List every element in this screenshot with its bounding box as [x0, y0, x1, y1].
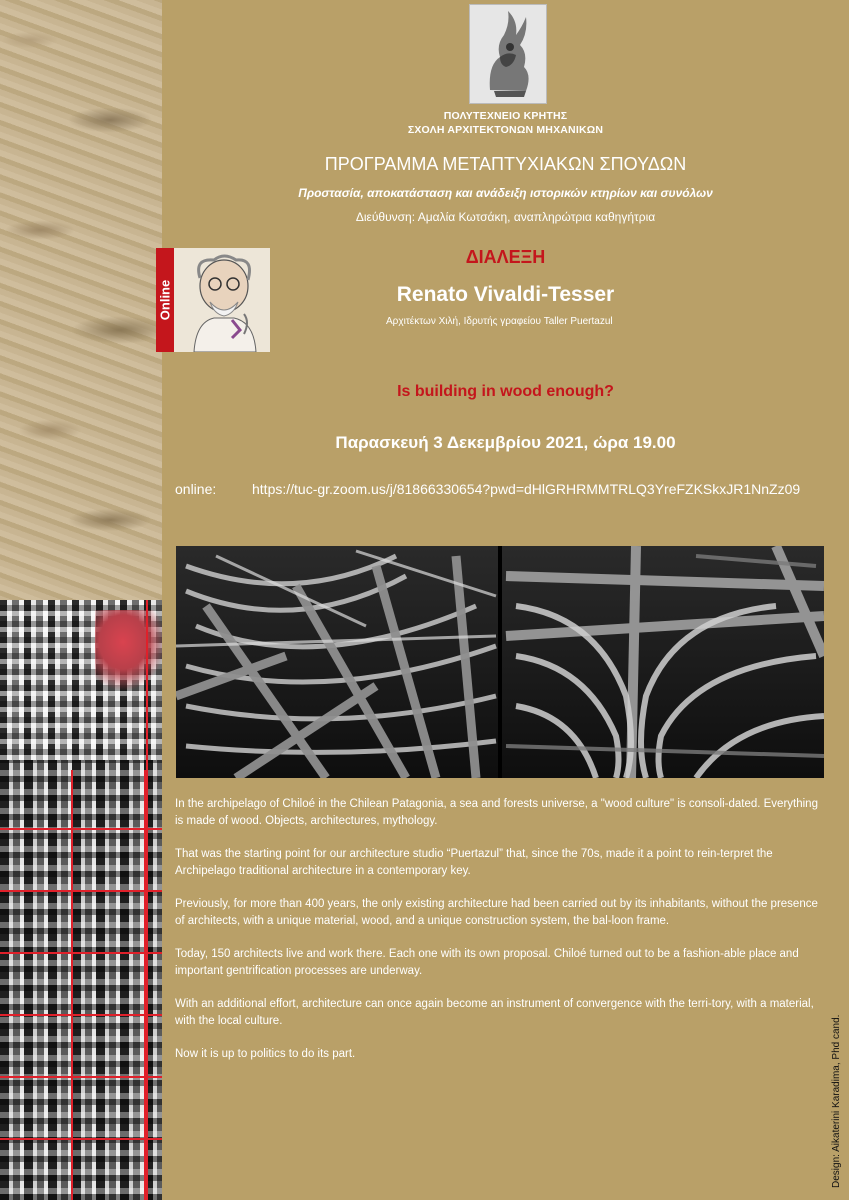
speaker-name: Renato Vivaldi-Tesser: [396, 283, 615, 306]
speaker-role: Αρχιτέκτων Χιλή, Ιδρυτής γραφείου Taller Puertazul: [386, 316, 613, 327]
lecture-title: Is building in wood enough?: [397, 383, 614, 400]
red-vertical-line: [146, 600, 148, 1200]
abstract-paragraph: That was the starting point for our architecture studio “Puertazul” that, since the 70s, made it a point to rein-terpret the Archipelago traditional architecture in a contemporary key.: [175, 848, 773, 877]
program-subtitle: Προστασία, αποκατάσταση και ανάδειξη ιστορικών κτηρίων και συνόλων: [298, 186, 713, 200]
design-credit: Design: Aikaterini Karadima, Phd cand.: [831, 1014, 842, 1188]
university-name: ΠΟΛΥΤΕΧΝΕΙΟ ΚΡΗΤΗΣ: [443, 110, 568, 122]
lecture-date: Παρασκευή 3 Δεκεμβρίου 2021, ώρα 19.00: [335, 433, 676, 452]
abstract-paragraph: Today, 150 architects live and work there. Each one with its own proposal. Chiloé turned out to be a fashion-able place and important gentrification processes are underway.: [175, 948, 799, 977]
sand-texture: [0, 0, 162, 620]
red-grid-overlay: [0, 770, 162, 1200]
university-seal-icon: [469, 4, 547, 104]
abstract-paragraph: Now it is up to politics to do its part.: [175, 1048, 356, 1060]
abstract-paragraph: Previously, for more than 400 years, the only existing architecture had been carried out by its inhabitants, without the presence of architects, with a unique material, wood, and a unique construction system, the bal-loon frame.: [175, 898, 818, 927]
program-title: ΠΡΟΓΡΑΜΜΑ ΜΕΤΑΠΤΥΧΙΑΚΩΝ ΣΠΟΥΔΩΝ: [324, 154, 687, 174]
abstract-paragraph: With an additional effort, architecture can once again become an instrument of convergence with the terri-tory, with a material, with the local culture.: [175, 998, 814, 1027]
online-label: online:: [175, 481, 217, 497]
abstract-paragraph: In the archipelago of Chiloé in the Chilean Patagonia, a sea and forests universe, a "wood culture" is consoli-dated. Everything is made of wood. Objects, architectures, mythology.: [175, 798, 818, 827]
program-director: Διεύθυνση: Αμαλία Κωτσάκη, αναπληρώτρια καθηγήτρια: [355, 210, 656, 224]
online-badge-label: Online: [157, 279, 173, 321]
lecture-label: ΔΙΑΛΕΞΗ: [465, 247, 546, 267]
school-name: ΣΧΟΛΗ ΑΡΧΙΤΕΚΤΟΝΩΝ ΜΗΧΑΝΙΚΩΝ: [407, 124, 604, 136]
lecture-abstract: [175, 796, 825, 1080]
zoom-link[interactable]: https://tuc-gr.zoom.us/j/81866330654?pwd=dHlGRHRMMTRLQ3YreFZKSkxJR1NnZz09: [252, 481, 801, 497]
decorative-sidebar: [0, 0, 162, 1200]
red-highlight-area: [95, 610, 162, 690]
wooden-structure-photo: [176, 546, 824, 778]
